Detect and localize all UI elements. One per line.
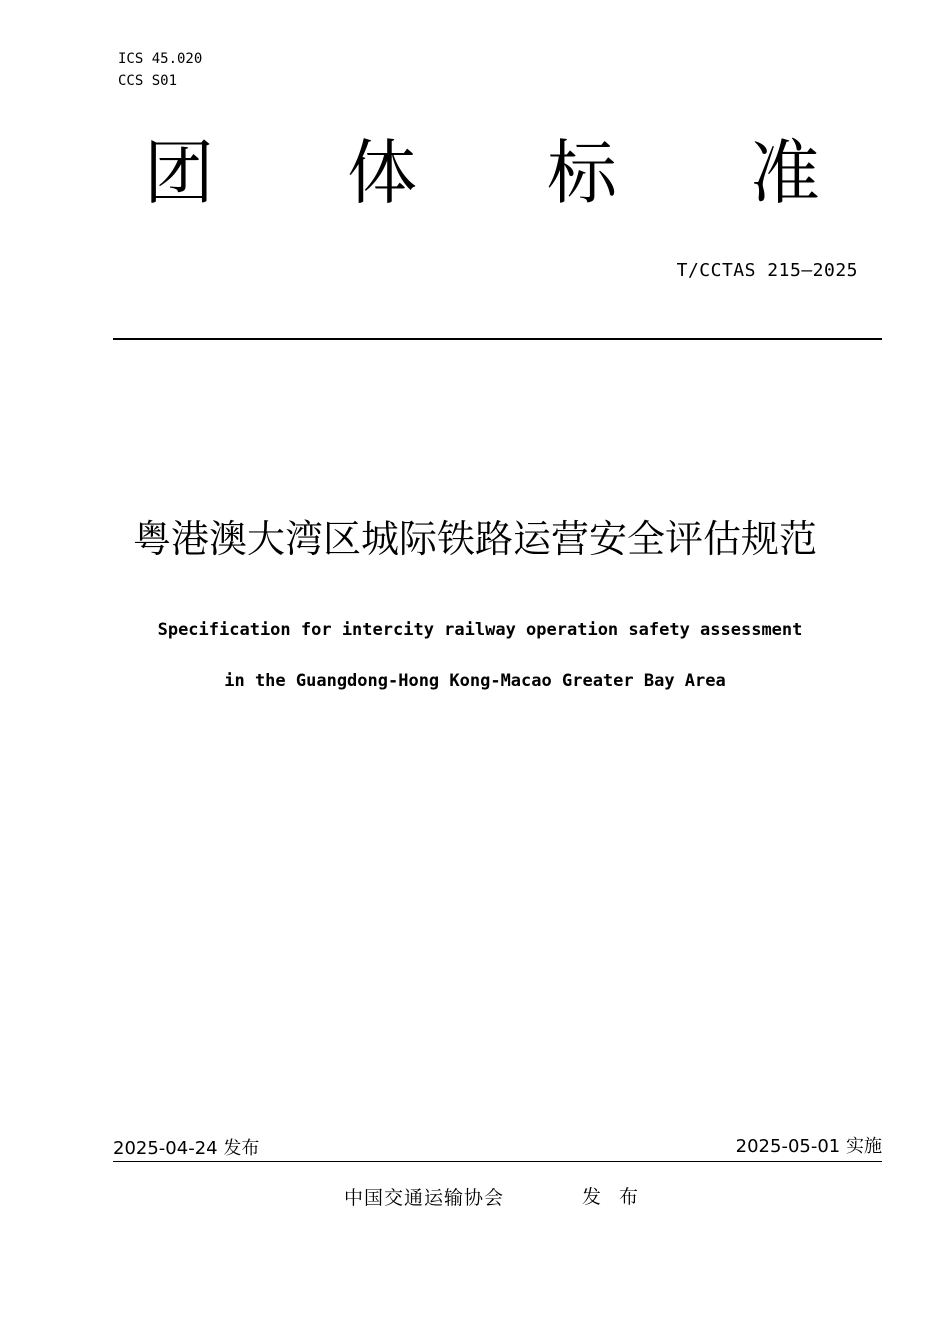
publisher-name: 中国交通运输协会 — [344, 1187, 505, 1209]
ccs-code: CCS S01 — [118, 73, 178, 89]
publisher-action: 发 布 — [582, 1186, 645, 1208]
standard-type-char-3: 标 — [547, 132, 617, 214]
bottom-divider — [113, 1161, 882, 1162]
ics-code: ICS 45.020 — [118, 51, 203, 67]
implementation-date: 2025-05-01 实施 — [735, 1136, 882, 1157]
classification-codes — [118, 48, 202, 92]
document-title-en-line2: in the Guangdong-Hong Kong-Macao Greater Bay Area — [224, 671, 726, 691]
standard-number: T/CCTAS 215—2025 — [676, 260, 858, 281]
standard-type-char-2: 体 — [347, 132, 417, 214]
document-title-cn: 粤港澳大湾区城际铁路运营安全评估规范 — [132, 517, 817, 561]
top-divider — [113, 338, 882, 340]
issue-date: 2025-04-24 发布 — [113, 1138, 260, 1159]
standard-type-char-4: 准 — [750, 132, 820, 214]
document-title-en-line1: Specification for intercity railway operation safety assessment — [157, 620, 803, 640]
standard-type-char-1: 团 — [144, 132, 214, 214]
standard-type-heading — [112, 128, 882, 218]
